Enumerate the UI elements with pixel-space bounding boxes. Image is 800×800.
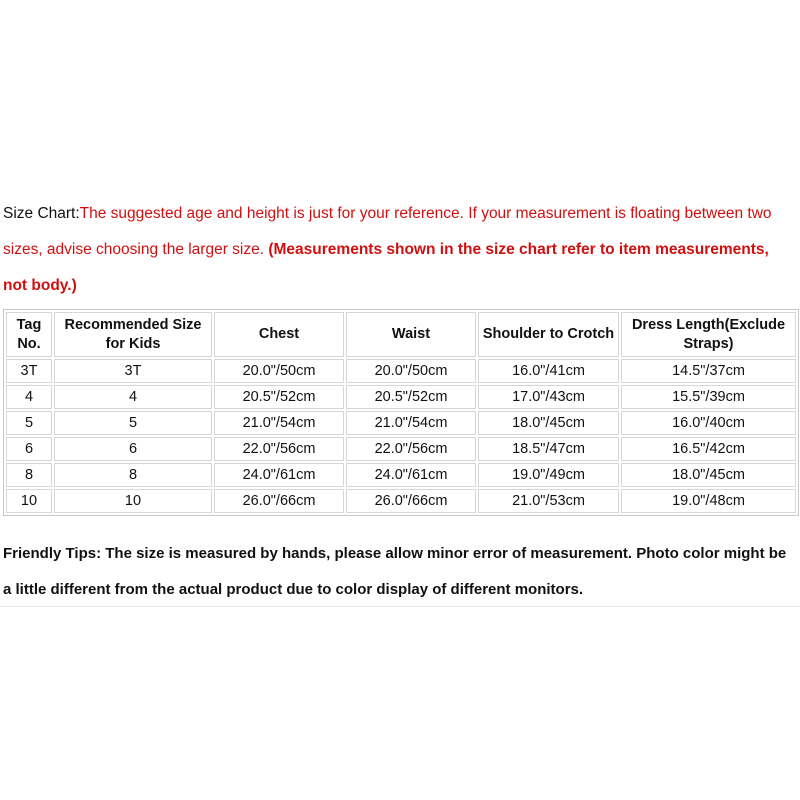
cell-shoulder-to-crotch: 17.0"/43cm bbox=[478, 385, 619, 409]
table-row bbox=[6, 437, 796, 461]
cell-tag: 6 bbox=[6, 437, 52, 461]
header-chest: Chest bbox=[214, 312, 344, 357]
cell-recommended-size: 5 bbox=[54, 411, 212, 435]
cell-recommended-size: 10 bbox=[54, 489, 212, 513]
friendly-tips: Friendly Tips: The size is measured by hands, please allow minor error of measurement. Photo color might be a little different from the actual product due to color display of different monitors. bbox=[3, 545, 787, 598]
table-row bbox=[6, 359, 796, 383]
table-row bbox=[6, 489, 796, 513]
cell-shoulder-to-crotch: 16.0"/41cm bbox=[478, 359, 619, 383]
cell-tag: 10 bbox=[6, 489, 52, 513]
measurement-emphasis: (Measurements shown in the size chart refer to item measurements, not body.) bbox=[3, 241, 769, 294]
cell-chest: 21.0"/54cm bbox=[214, 411, 344, 435]
cell-shoulder-to-crotch: 19.0"/49cm bbox=[478, 463, 619, 487]
cell-chest: 22.0"/56cm bbox=[214, 437, 344, 461]
cell-chest: 20.5"/52cm bbox=[214, 385, 344, 409]
header-shoulder-to-crotch: Shoulder to Crotch bbox=[478, 312, 619, 357]
table-row bbox=[6, 463, 796, 487]
header-recommended-size: Recommended Size for Kids bbox=[54, 312, 212, 357]
table-header-row bbox=[6, 312, 796, 357]
cell-waist: 21.0"/54cm bbox=[346, 411, 476, 435]
cell-recommended-size: 6 bbox=[54, 437, 212, 461]
table-row bbox=[6, 385, 796, 409]
size-chart-label: Size Chart: bbox=[3, 205, 80, 222]
cell-waist: 24.0"/61cm bbox=[346, 463, 476, 487]
size-chart-intro bbox=[3, 196, 793, 304]
cell-recommended-size: 8 bbox=[54, 463, 212, 487]
cell-waist: 26.0"/66cm bbox=[346, 489, 476, 513]
cell-dress-length: 15.5"/39cm bbox=[621, 385, 796, 409]
cell-shoulder-to-crotch: 18.0"/45cm bbox=[478, 411, 619, 435]
header-dress-length: Dress Length(Exclude Straps) bbox=[621, 312, 796, 357]
cell-waist: 20.0"/50cm bbox=[346, 359, 476, 383]
cell-tag: 5 bbox=[6, 411, 52, 435]
divider bbox=[0, 606, 800, 607]
cell-tag: 3T bbox=[6, 359, 52, 383]
cell-dress-length: 14.5"/37cm bbox=[621, 359, 796, 383]
header-tag-no: Tag No. bbox=[6, 312, 52, 357]
cell-shoulder-to-crotch: 18.5"/47cm bbox=[478, 437, 619, 461]
table-row bbox=[6, 411, 796, 435]
cell-chest: 24.0"/61cm bbox=[214, 463, 344, 487]
cell-shoulder-to-crotch: 21.0"/53cm bbox=[478, 489, 619, 513]
cell-tag: 8 bbox=[6, 463, 52, 487]
cell-dress-length: 19.0"/48cm bbox=[621, 489, 796, 513]
header-waist: Waist bbox=[346, 312, 476, 357]
cell-recommended-size: 3T bbox=[54, 359, 212, 383]
cell-chest: 20.0"/50cm bbox=[214, 359, 344, 383]
cell-chest: 26.0"/66cm bbox=[214, 489, 344, 513]
cell-waist: 20.5"/52cm bbox=[346, 385, 476, 409]
cell-dress-length: 16.0"/40cm bbox=[621, 411, 796, 435]
size-chart-table bbox=[3, 309, 799, 516]
cell-tag: 4 bbox=[6, 385, 52, 409]
reference-note: The suggested age and height is just for your reference. If your measurement is floating between two sizes, advise choosing the larger size. bbox=[3, 205, 772, 258]
cell-dress-length: 18.0"/45cm bbox=[621, 463, 796, 487]
cell-waist: 22.0"/56cm bbox=[346, 437, 476, 461]
cell-recommended-size: 4 bbox=[54, 385, 212, 409]
cell-dress-length: 16.5"/42cm bbox=[621, 437, 796, 461]
